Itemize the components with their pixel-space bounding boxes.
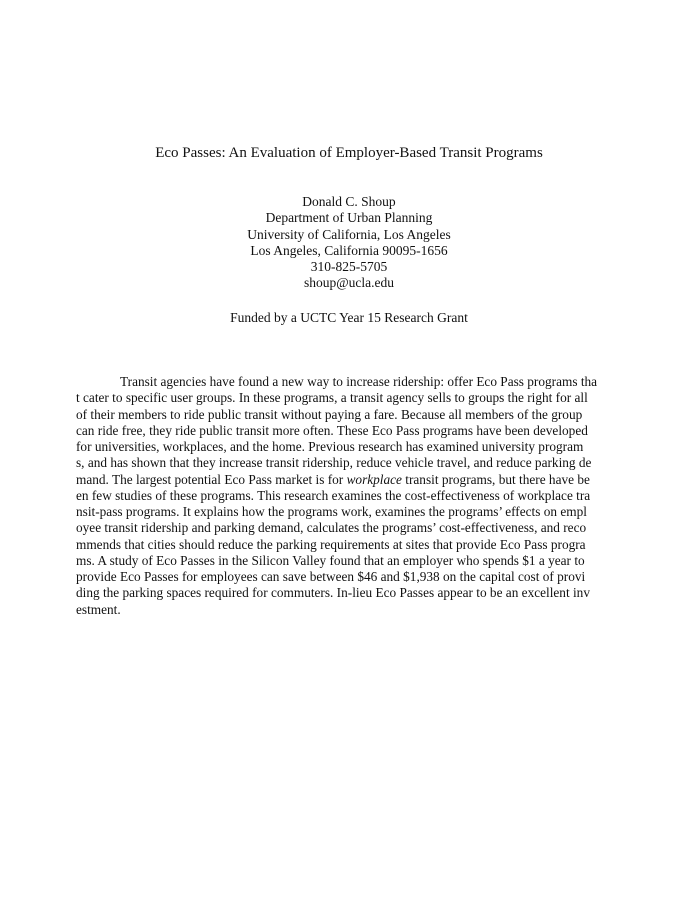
author-department: Department of Urban Planning	[265, 210, 433, 226]
abstract-line: estment.	[76, 601, 121, 617]
abstract-line: ms. A study of Eco Passes in the Silicon Valley found that an employer who spends $1 a year to	[76, 552, 585, 568]
abstract-line: en few studies of these programs. This research examines the cost-effectiveness of workplace tra	[76, 487, 591, 503]
abstract-line: nsit-pass programs. It explains how the programs work, examines the programs’ effects on empl	[76, 504, 587, 520]
abstract-text: transit programs, but there have be	[401, 471, 590, 487]
author-phone: 310-825-5705	[310, 259, 388, 275]
abstract-line: s, and has shown that they increase transit ridership, reduce vehicle travel, and reduce parking de	[76, 455, 592, 471]
abstract-emphasis: workplace	[346, 471, 402, 487]
abstract-line: oyee transit ridership and parking demand, calculates the programs’ cost-effectiveness, and reco	[76, 520, 587, 536]
author-email: shoup@ucla.edu	[303, 275, 395, 291]
abstract-line: can ride free, they ride public transit more often. These Eco Pass programs have been developed	[76, 422, 588, 438]
author-address: Los Angeles, California 90095-1656	[250, 242, 448, 258]
abstract-line	[76, 472, 626, 488]
abstract-line: provide Eco Passes for employees can save between $46 and $1,938 on the capital cost of provi	[76, 569, 586, 585]
abstract-line: of their members to ride public transit without paying a fare. Because all members of the group	[76, 406, 583, 422]
abstract-line: mmends that cities should reduce the parking requirements at sites that provide Eco Pass progra	[76, 536, 586, 552]
author-university: University of California, Los Angeles	[247, 226, 451, 242]
abstract-line: t cater to specific user groups. In these programs, a transit agency sells to groups the right for all	[76, 390, 588, 406]
abstract-line: Transit agencies have found a new way to increase ridership: offer Eco Pass programs tha	[120, 374, 598, 389]
abstract-paragraph	[76, 374, 626, 618]
abstract-line: for universities, workplaces, and the home. Previous research has examined university program	[76, 439, 584, 455]
author-name: Donald C. Shoup	[302, 194, 396, 209]
abstract-text: mand. The largest potential Eco Pass market is for	[76, 471, 347, 487]
document-title: Eco Passes: An Evaluation of Employer-Based Transit Programs	[155, 145, 543, 161]
author-block	[0, 194, 698, 292]
abstract-line: ding the parking spaces required for commuters. In-lieu Eco Passes appear to be an excellent inv	[76, 585, 590, 601]
funding-note: Funded by a UCTC Year 15 Research Grant	[230, 310, 468, 325]
